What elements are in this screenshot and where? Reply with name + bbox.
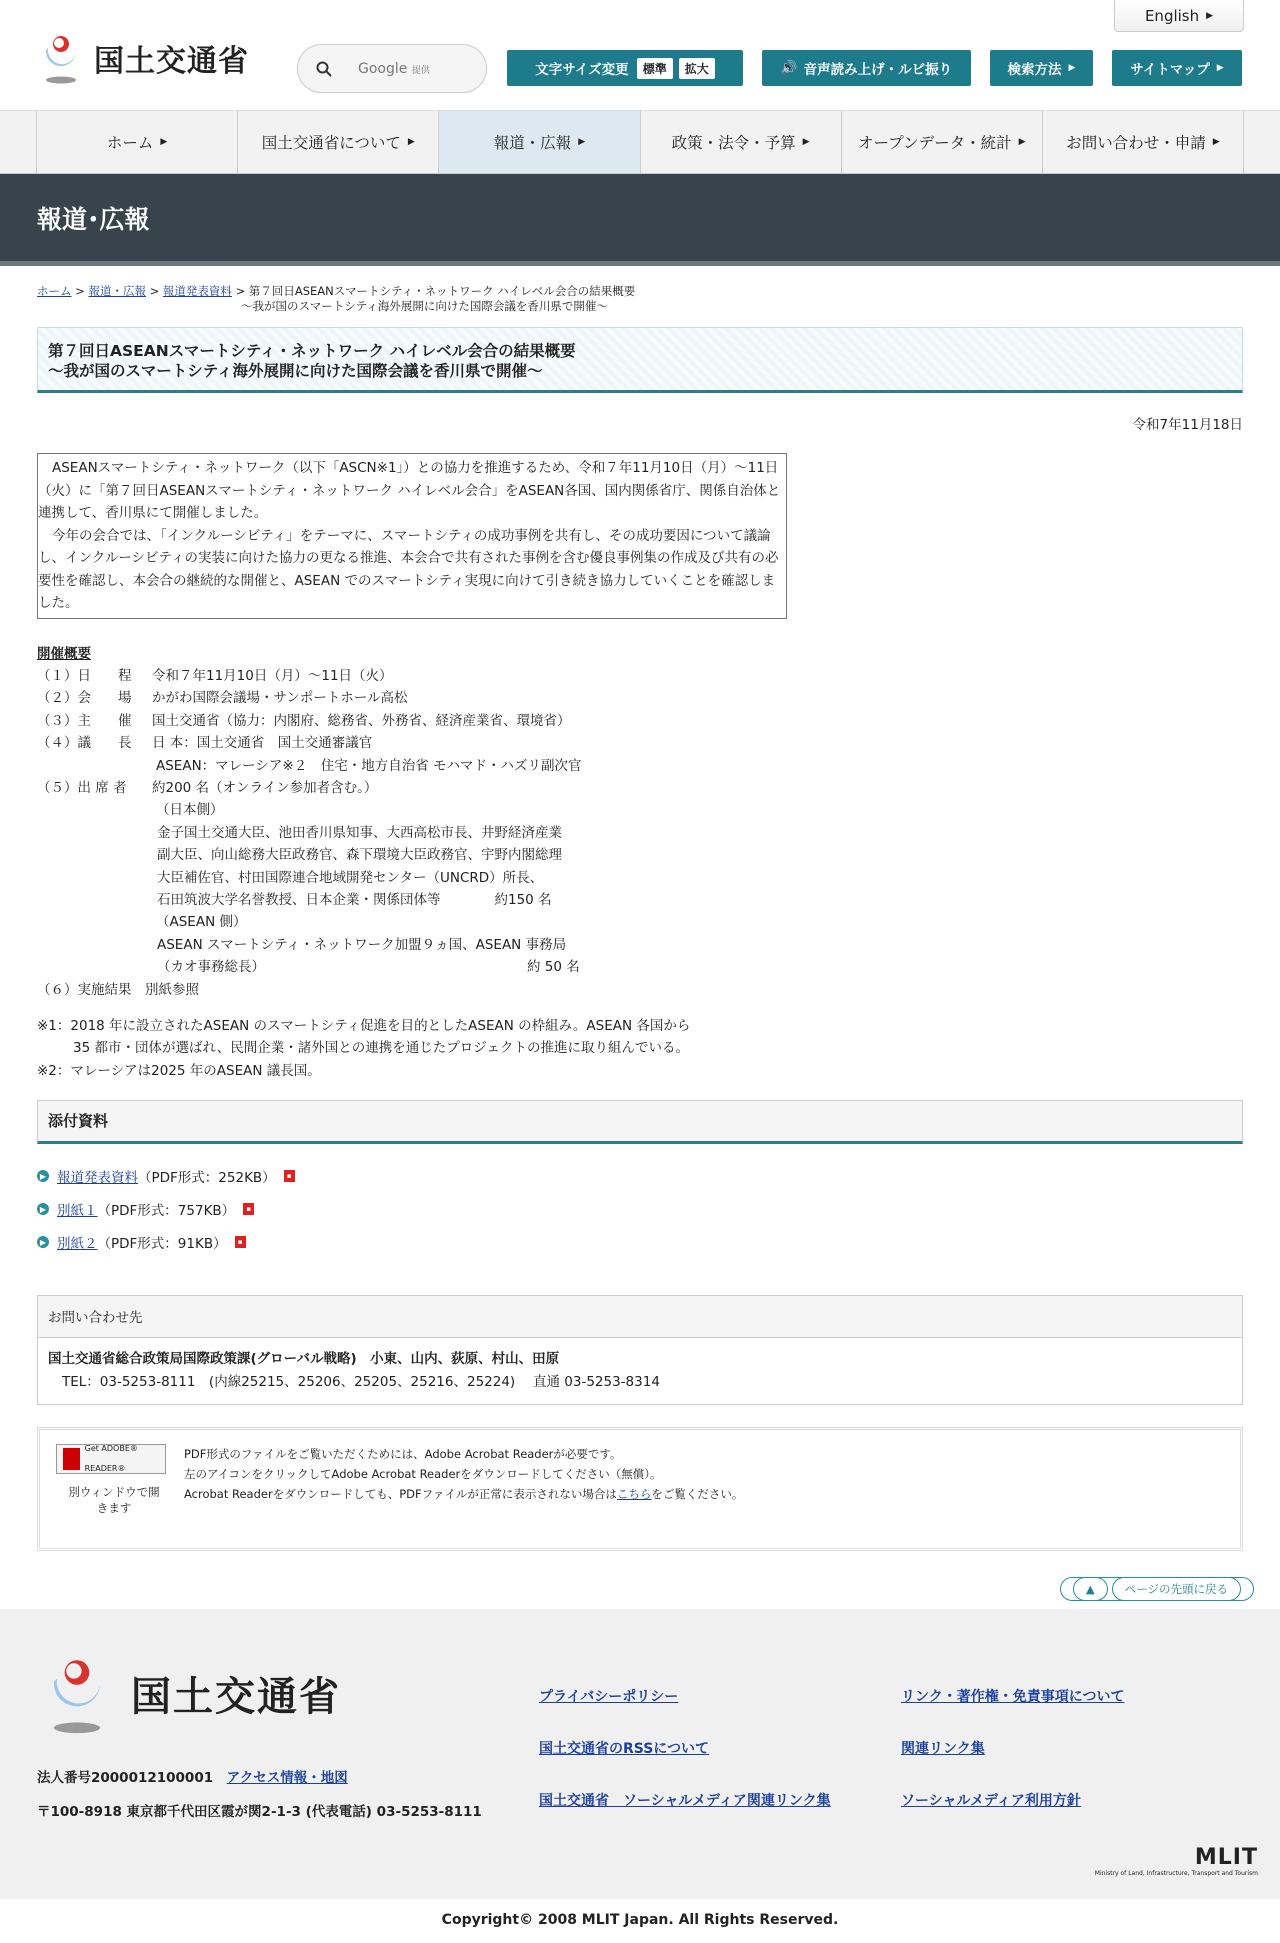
breadcrumb-separator: > <box>149 284 160 298</box>
footer-logo[interactable] <box>37 1651 341 1737</box>
pdf-icon: ▪ <box>284 1170 295 1182</box>
nav-item-home[interactable] <box>36 111 237 173</box>
overview-row <box>37 732 1243 754</box>
attendee-line: 金子国土交通大臣、池田香川県知事、大西高松市長、井野経済産業 <box>157 824 562 841</box>
font-size-standard-button[interactable]: 標準 <box>637 58 673 79</box>
page-title-line2: ～我が国のスマートシティ海外展開に向けた国際会議を香川県で開催～ <box>48 362 543 380</box>
attachment-list <box>37 1160 1243 1259</box>
search-icon <box>316 61 332 77</box>
acrobat-text <box>184 1444 743 1504</box>
nav-item-about[interactable] <box>237 111 438 173</box>
attendee-count: 約150 名 <box>494 891 552 908</box>
triangle-right-icon: ▶ <box>1018 137 1026 147</box>
overview-value: 日 本：国土交通省 国土交通審議官 <box>152 735 373 752</box>
breadcrumb-releases[interactable]: 報道発表資料 <box>162 284 232 298</box>
page-top-label: ページの先頭に戻る <box>1112 1577 1241 1601</box>
acrobat-help-link[interactable]: こちら <box>616 1486 652 1501</box>
nav-label: 報道・広報 <box>493 134 572 152</box>
copyright: Copyright© 2008 MLIT Japan. All Rights Reserved. <box>441 1911 839 1928</box>
page-title <box>37 327 1243 393</box>
attachments-heading: 添付資料 <box>37 1100 1243 1144</box>
search-method-label: 検索方法 <box>1007 62 1062 78</box>
overview-value: 国土交通省（協力：内閣府、総務省、外務省、経済産業省、環境省） <box>152 712 571 729</box>
mlit-mark <box>1095 1845 1258 1877</box>
footnote: ※1：2018 年に設立されたASEAN のスマートシティ促進を目的としたASEAN の枠組み。ASEAN 各国から <box>37 1018 691 1034</box>
triangle-right-icon: ▶ <box>578 137 586 147</box>
global-nav <box>0 111 1280 174</box>
overview-heading: 開催概要 <box>37 645 91 662</box>
attachment-item <box>37 1226 1243 1259</box>
search-brand-name: Google <box>358 60 408 77</box>
overview-row <box>37 665 1243 687</box>
overview-label: （５）出 席 者 <box>37 779 127 796</box>
footer-address: 〒100-8918 東京都千代田区霞が関2-1-3 (代表電話) 03-5253-8111 <box>37 1803 482 1820</box>
page-title-line1: 第７回日ASEANスマートシティ・ネットワーク ハイレベル会合の結果概要 <box>48 342 576 360</box>
sitemap-button[interactable] <box>1112 50 1242 86</box>
attendee-line <box>37 889 1243 911</box>
acrobat-line-text: をご覧ください。 <box>651 1486 744 1501</box>
arrow-bullet-icon: ▶ <box>37 1170 49 1182</box>
overview-label: （４）議 長 <box>37 735 132 752</box>
attendee-line: ASEAN スマートシティ・ネットワーク加盟９ヵ国、ASEAN 事務局 <box>157 936 567 953</box>
mlit-logo-icon <box>36 30 86 86</box>
overview-result: （６）実施結果 別紙参照 <box>37 981 199 998</box>
attendee-line-text: （カオ事務総長） <box>157 959 265 976</box>
overview-row <box>37 687 1243 709</box>
attachment-link[interactable]: 別紙２ <box>57 1236 98 1253</box>
arrow-bullet-icon: ▶ <box>37 1203 49 1215</box>
social-media-policy-link[interactable]: ソーシャルメディア利用方針 <box>901 1792 1081 1809</box>
triangle-right-icon: ▶ <box>1206 10 1214 21</box>
mlit-wordmark: MLIT <box>1194 1844 1258 1870</box>
adobe-badge-label: Get ADOBE® READER® <box>84 1443 138 1473</box>
privacy-policy-link[interactable]: プライバシーポリシー <box>539 1688 679 1705</box>
attachment-meta: （PDF形式：252KB） <box>138 1170 276 1187</box>
acrobat-line: 左のアイコンをクリックしてAdobe Acrobat Readerをダウンロードしてください（無償）。 <box>184 1466 662 1481</box>
attendee-line: 副大臣、向山総務大臣政務官、森下環境大臣政務官、宇野内閣総理 <box>157 847 562 864</box>
search-brand <box>358 61 430 77</box>
release-date: 令和7年11月18日 <box>1132 417 1243 433</box>
attachment-link[interactable]: 別紙１ <box>57 1203 98 1220</box>
search-brand-suffix: 提供 <box>411 65 430 76</box>
site-footer <box>0 1609 1280 1899</box>
triangle-right-icon: ▶ <box>1212 137 1220 147</box>
overview-value: かがわ国際会議場・サンポートホール高松 <box>152 690 408 707</box>
contact-box <box>37 1295 1243 1405</box>
attachment-meta: （PDF形式：91KB） <box>97 1236 227 1253</box>
breadcrumb-current: 第７回日ASEANスマートシティ・ネットワーク ハイレベル会合の結果概要 <box>248 284 636 298</box>
site-header <box>0 0 1280 111</box>
font-size-label: 文字サイズ変更 <box>535 62 629 78</box>
overview-label: （２）会 場 <box>37 690 132 707</box>
pdf-icon: ▪ <box>235 1236 246 1248</box>
summary-paragraph: ASEANスマートシティ・ネットワーク（以下「ASCN※1」）との協力を推進するため、令和７年11月10日（月）～11日（火）に「第７回日ASEANスマートシティ・ネットワーク ハイレベル会合」をASEAN各国、国内関係省庁、関係自治体と連携して、香川県にて開催しました。 <box>38 460 781 521</box>
breadcrumb-press[interactable]: 報道・広報 <box>88 284 146 298</box>
overview-row <box>37 710 1243 732</box>
mlit-logo-icon <box>37 1651 117 1737</box>
contact-org: 国土交通省総合政策局国際政策課(グローバル戦略) 小東、山内、荻原、村山、田原 <box>48 1350 560 1367</box>
breadcrumb-separator: > <box>235 284 246 298</box>
attendee-line <box>37 956 1243 978</box>
english-link[interactable] <box>1114 0 1244 32</box>
acrobat-line <box>184 1484 743 1504</box>
social-media-links-link[interactable]: 国土交通省 ソーシャルメディア関連リンク集 <box>539 1792 831 1809</box>
triangle-right-icon: ▶ <box>407 137 415 147</box>
triangle-right-icon: ▶ <box>1068 63 1076 73</box>
nav-label: オープンデータ・統計 <box>858 134 1012 152</box>
attendee-line: 大臣補佐官、村田国際連合地域開発センター（UNCRD）所長、 <box>157 869 544 886</box>
attendee-group: （ASEAN 側） <box>156 914 247 931</box>
site-name: 国土交通省 <box>94 44 249 79</box>
overview-value: ASEAN：マレーシア※２ 住宅・地方自治省 モハマド・ハズリ副次官 <box>156 757 582 774</box>
attachment-item <box>37 1193 1243 1226</box>
nav-item-contact[interactable] <box>1042 111 1244 173</box>
footer-info <box>37 1761 482 1829</box>
new-window-note: 別ウィンドウで開きます <box>68 1484 160 1515</box>
site-logo[interactable] <box>36 30 249 86</box>
copyright-link[interactable]: リンク・著作権・免責事項について <box>901 1688 1125 1705</box>
breadcrumb-home[interactable]: ホーム <box>37 284 72 298</box>
acrobat-notice <box>37 1427 1243 1551</box>
contact-heading: お問い合わせ先 <box>38 1296 1242 1338</box>
nav-label: ホーム <box>106 134 154 152</box>
main-content <box>0 327 1280 1551</box>
summary-box <box>37 453 787 619</box>
overview-value: 令和７年11月10日（月）～11日（火） <box>152 667 393 684</box>
rss-link[interactable]: 国土交通省のRSSについて <box>539 1740 710 1757</box>
footnotes <box>37 1015 1243 1082</box>
access-map-link[interactable]: アクセス情報・地図 <box>226 1769 348 1786</box>
mlit-subtitle: Ministry of Land, Infrastructure, Transport and Tourism <box>1094 1869 1258 1877</box>
font-size-large-button[interactable]: 拡大 <box>679 58 715 79</box>
related-links-link[interactable]: 関連リンク集 <box>901 1740 985 1757</box>
nav-item-policy[interactable] <box>640 111 841 173</box>
attachment-meta: （PDF形式：757KB） <box>97 1203 236 1220</box>
footer-site-name: 国土交通省 <box>131 1674 341 1721</box>
overview-value: 約200 名（オンライン参加者含む。） <box>152 779 378 796</box>
arrow-up-icon: ▲ <box>1073 1577 1108 1601</box>
attendee-group: （日本側） <box>156 802 224 819</box>
category-band: 報道･広報 <box>0 174 1280 266</box>
speaker-icon: 🔊 <box>780 60 798 76</box>
footer-links-col2 <box>901 1671 1124 1827</box>
overview-label: （１）日 程 <box>37 667 132 684</box>
nav-item-opendata[interactable] <box>841 111 1042 173</box>
footer-links-col1 <box>539 1671 831 1827</box>
attendee-line-text: 石田筑波大学名誉教授、日本企業・関係団体等 <box>157 891 441 908</box>
breadcrumb <box>0 266 1280 314</box>
contact-body <box>38 1338 1242 1404</box>
acrobat-line-text: Acrobat Readerをダウンロードしても、PDFファイルが正常に表示されない場合は <box>184 1486 617 1501</box>
triangle-right-icon: ▶ <box>802 137 810 147</box>
overview-label: （３）主 催 <box>37 712 132 729</box>
attachment-link[interactable]: 報道発表資料 <box>57 1170 138 1187</box>
event-overview <box>37 643 1243 1002</box>
summary-paragraph: 今年の会合では、「インクルーシビティ」をテーマに、スマートシティの成功事例を共有し、その成功要因について議論し、インクルーシビティの実装に向けた協力の更なる推進、本会合で共有された事例を含む優良事例集の作成及び共有の必要性を確認し、本会合の継続的な開催と、ASEAN でのスマートシティ実現に向けて引き続き協力していくことを確認しました。 <box>38 527 779 611</box>
breadcrumb-separator: > <box>75 284 85 298</box>
nav-label: 政策・法令・予算 <box>671 134 796 152</box>
arrow-bullet-icon: ▶ <box>37 1236 49 1248</box>
page-top-button[interactable] <box>1060 1577 1254 1601</box>
overview-row <box>37 777 1243 799</box>
attachment-item <box>37 1160 1243 1193</box>
attendee-count: 約 50 名 <box>527 959 580 976</box>
breadcrumb-current-sub: ～我が国のスマートシティ海外展開に向けた国際会議を香川県で開催～ <box>241 299 608 313</box>
search-method-button[interactable] <box>990 50 1093 86</box>
font-size-control <box>507 50 743 86</box>
corporate-number: 法人番号2000012100001 <box>37 1769 214 1786</box>
footnote: ※2：マレーシアは2025 年のASEAN 議長国。 <box>37 1062 321 1079</box>
adobe-icon <box>63 1448 80 1470</box>
acrobat-line: PDF形式のファイルをご覧いただくためには、Adobe Acrobat Readerが必要です。 <box>184 1446 622 1461</box>
pdf-icon: ▪ <box>243 1203 254 1215</box>
triangle-right-icon: ▶ <box>160 137 168 147</box>
page-top-area <box>0 1577 1280 1601</box>
speech-label: 音声読み上げ・ルビ振り <box>803 62 953 78</box>
footnote: 35 都市・団体が選ばれ、民間企業・諸外国との連携を通じたプロジェクトの推進に取り組んでいる。 <box>73 1040 690 1057</box>
footer-corp-line <box>37 1761 482 1795</box>
triangle-right-icon: ▶ <box>1216 63 1224 73</box>
english-label: English <box>1144 6 1200 25</box>
get-adobe-reader-button[interactable] <box>56 1444 166 1474</box>
search-input[interactable] <box>297 44 487 93</box>
nav-item-press[interactable] <box>438 111 639 173</box>
contact-tel: TEL：03-5253-8111 (内線25215、25206、25205、25216、25224) 直通 03-5253-8314 <box>62 1373 660 1390</box>
nav-label: お問い合わせ・申請 <box>1066 134 1206 152</box>
nav-label: 国土交通省について <box>261 134 401 152</box>
speech-button[interactable] <box>762 50 971 86</box>
sitemap-label: サイトマップ <box>1130 62 1210 78</box>
